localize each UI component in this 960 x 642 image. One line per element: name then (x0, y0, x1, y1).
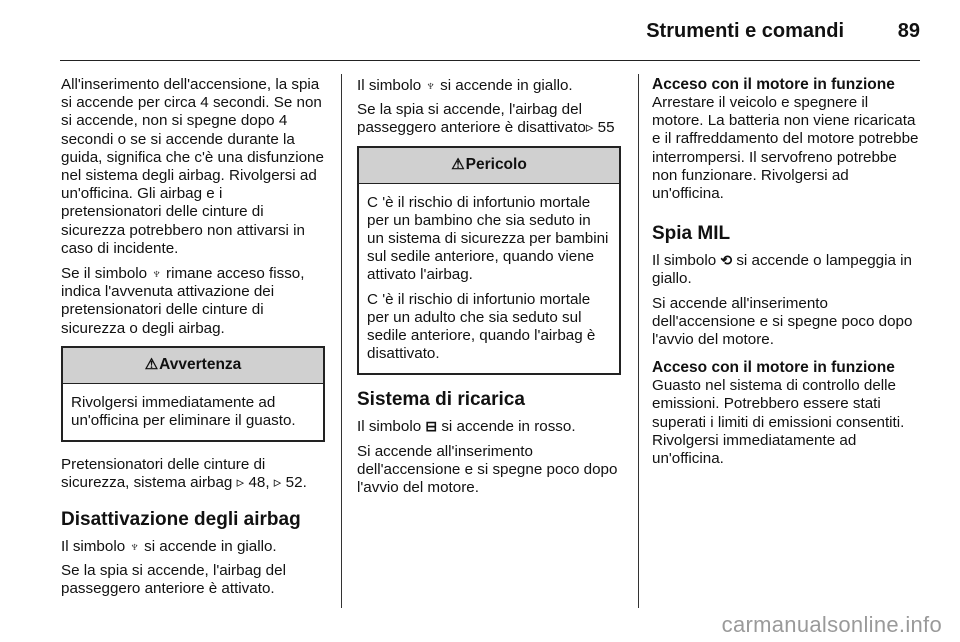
warning-box-body (63, 384, 323, 440)
page-reference[interactable]: 55 (597, 119, 615, 137)
paragraph: Il simbolo ⟲ si accende o lampeggia in giallo. (652, 252, 912, 288)
danger-box (357, 146, 621, 376)
paragraph: Arrestare il veicolo e spegnere il motore. La batteria non viene ricaricata e il raffreddamento del motore potrebbe interrompersi. Il servofreno potrebbe non funzionare. Rivolgersi ad un'officina. (652, 94, 919, 203)
paragraph: Rivolgersi immediatamente ad un'officina per eliminare il guasto. (71, 393, 296, 430)
warning-triangle-icon: ⚠ (144, 356, 159, 374)
paragraph: Se la spia si accende, l'airbag del passeggero anteriore è attivato. (61, 561, 286, 598)
warning-box-header (63, 348, 323, 384)
paragraph: Si accende all'inserimento dell'accensione e si spegne poco dopo l'avvio del motore. (357, 442, 618, 497)
page-header (0, 0, 960, 62)
reference-arrow-icon: ▹ (585, 119, 594, 137)
danger-box-header (359, 148, 619, 184)
column-2 (357, 76, 621, 503)
page-reference[interactable]: 52 (285, 474, 303, 492)
subheading: Acceso con il motore in funzione (652, 76, 895, 93)
column-1 (61, 76, 325, 604)
paragraph: Se il simbolo ♆ rimane acceso fisso, indica l'avvenuta attivazione dei pretensionatori delle cinture di sicurezza o degli airbag. (61, 265, 305, 337)
paragraph: Si accende all'inserimento dell'accensione e si spegne poco dopo l'avvio del motore. (652, 294, 913, 349)
paragraph: C 'è il rischio di infortunio mortale per un adulto che sia seduto sul sedile anteriore, quando l'airbag è disattivato. (367, 290, 596, 363)
page-reference[interactable]: 48 (248, 474, 266, 492)
paragraph: Il simbolo ⊟ si accende in rosso. (357, 418, 576, 436)
battery-icon: ⊟ (425, 418, 438, 435)
section-heading: Disattivazione degli airbag (61, 508, 301, 530)
section-heading: Spia MIL (652, 223, 731, 245)
airbag-off-icon: ♆ (425, 77, 436, 93)
paragraph: Guasto nel sistema di controllo delle emissioni. Potrebbero essere stati superati i limiti di emissioni consentiti. Rivolgersi immediatamente ad un'officina. (652, 377, 905, 468)
airbag-on-icon: ♆ (129, 537, 140, 554)
airbag-icon: ♆ (151, 265, 162, 282)
paragraph: Pretensionatori delle cinture di sicurezza, sistema airbag ▹ 48, ▹ 52. (61, 456, 307, 492)
page-title: Strumenti e comandi (646, 20, 844, 42)
danger-box-title: Pericolo (465, 156, 527, 173)
column-divider (638, 74, 639, 608)
warning-box (61, 346, 325, 442)
paragraph: All'inserimento dell'accensione, la spia si accende per circa 4 secondi. Se non si accende, non si spegne dopo 4 secondi o se si accende durante la guida, significa che c'è una disfunzione nel sistema degli airbag. Rivolgersi ad un'officina. Gli airbag e i pretensionatori delle cinture di sicurezza potrebbero non attivarsi in caso di incidente. (61, 76, 324, 257)
header-divider (60, 60, 920, 61)
column-divider (341, 74, 342, 608)
reference-arrow-icon: ▹ (273, 474, 282, 492)
watermark: carmanualsonline.info (721, 612, 942, 637)
paragraph: Il simbolo ♆ si accende in giallo. (61, 537, 277, 555)
reference-arrow-icon: ▹ (236, 474, 245, 492)
section-heading: Sistema di ricarica (357, 389, 525, 411)
paragraph: Se la spia si accende, l'airbag del passeggero anteriore è disattivato▹ 55 (357, 101, 615, 137)
engine-icon: ⟲ (720, 252, 733, 269)
paragraph: C 'è il rischio di infortunio mortale per un bambino che sia seduto in un sistema di sicurezza per bambini sul sedile anteriore, quando viene attivato l'airbag. (367, 193, 609, 284)
warning-triangle-icon: ⚠ (451, 156, 465, 173)
subheading: Acceso con il motore in funzione (652, 359, 895, 377)
column-3 (652, 76, 922, 474)
danger-box-body (359, 184, 619, 374)
paragraph: Il simbolo ♆ si accende in giallo. (357, 77, 573, 94)
page-number: 89 (897, 20, 920, 42)
warning-box-title: Avvertenza (159, 356, 242, 374)
